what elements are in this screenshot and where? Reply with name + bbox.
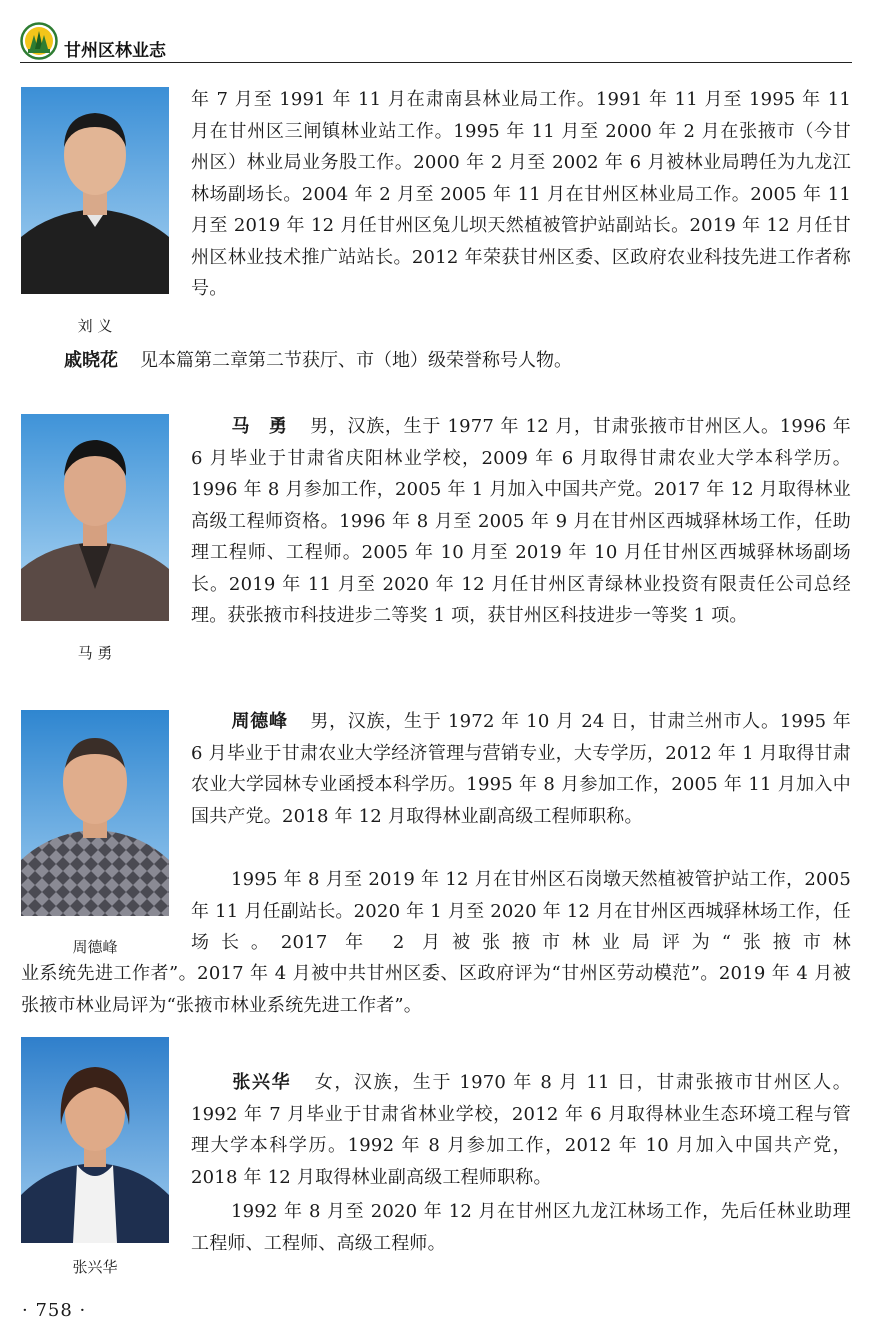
biography-entry-zhoudefeng (191, 706, 851, 832)
biography-entry-mayong (191, 411, 851, 632)
person-name-zhangxinghua: 张兴华 (231, 1072, 292, 1093)
biography-text-qixiaohua: 见本篇第二章第二节获厅、市（地）级荣誉称号人物。 (140, 350, 572, 371)
header-divider (20, 62, 852, 63)
person-name-zhoudefeng: 周德峰 (231, 711, 288, 732)
photo-caption-zhangxinghua: 张兴华 (72, 1258, 118, 1276)
biography-text-zhangxinghua-1: 女，汉族，生于 1970 年 8 月 11 日，甘肃张掖市甘州区人。1992 年 7 月毕业于甘肃省林业学校，2012 年 6 月取得林业生态环境工程与管理大学本科学历。1992 年 8 月参加工作，2012 年 10 月加入中国共产党，2018 年 12 月取得林业副高级工程师职称。 (191, 1072, 851, 1188)
biography-text-zhoudefeng-2a: 1995 年 8 月至 2019 年 12 月在甘州区石岗墩天然植被管护站工作，2005 年 11 月任副站长。2020 年 1 月至 2020 年 12 月在甘州区西城驿林场工作，任场长。2017 年 2 月被张掖市林业局评为“张掖市林 (191, 869, 851, 953)
page-number: · 758 · (22, 1300, 87, 1321)
portrait-photo-mayong (21, 414, 169, 621)
biography-text-zhoudefeng-1: 男，汉族，生于 1972 年 10 月 24 日，甘肃兰州市人。1995 年 6 月毕业于甘肃农业大学经济管理与营销专业，大专学历，2012 年 1 月取得甘肃农业大学园林专业函授本科学历。1995 年 8 月参加工作，2005 年 11 月加入中国共产党。2018 年 12 月取得林业副高级工程师职称。 (191, 711, 851, 827)
biography-text-mayong: 男，汉族，生于 1977 年 12 月，甘肃张掖市甘州区人。1996 年 6 月毕业于甘肃省庆阳林业学校，2009 年 6 月取得甘肃农业大学本科学历。1996 年 8 月参加工作，2005 年 1 月加入中国共产党。2017 年 12 月取得林业高级工程师资格。1996 年 8 月至 2005 年 9 月在甘州区西城驿林场工作，任助理工程师、工程师。2005 年 10 月至 2019 年 10 月任甘州区西城驿林场副场长。2019 年 11 月至 2020 年 12 月任甘州区青绿林业投资有限责任公司总经理。获张掖市科技进步二等奖 1 项，获甘州区科技进步一等奖 1 项。 (191, 416, 851, 626)
biography-text-liuyi: 年 7 月至 1991 年 11 月在肃南县林业局工作。1991 年 11 月至 1995 年 11 月在甘州区三闸镇林业站工作。1995 年 11 月至 2000 年 2 月在张掖市（今甘州区）林业局业务股工作。2000 年 2 月至 2002 年 6 月被林业局聘任为九龙江林场副场长。2004 年 2 月至 2005 年 11 月在甘州区林业局工作。2005 年 11 月至 2019 年 12 月任甘州区兔儿坝天然植被管护站副站长。2019 年 12 月任甘州区林业技术推广站站长。2012 年荣获甘州区委、区政府农业科技先进工作者称号。 (191, 89, 851, 299)
header-title: 甘州区林业志 (64, 41, 166, 61)
photo-caption-zhoudefeng: 周德峰 (72, 938, 118, 956)
portrait-photo-zhoudefeng (21, 710, 169, 916)
biography-text-zhoudefeng-2b: 业系统先进工作者”。2017 年 4 月被中共甘州区委、区政府评为“甘州区劳动模范”。2019 年 4 月被张掖市林业局评为“张掖市林业系统先进工作者”。 (21, 963, 851, 1016)
portrait-photo-liuyi (21, 87, 169, 294)
portrait-photo-zhangxinghua (21, 1037, 169, 1243)
biography-entry-qixiaohua (64, 345, 854, 377)
person-name-mayong: 马 勇 (231, 416, 288, 437)
biography-entry-zhangxinghua (191, 1067, 851, 1193)
forestry-logo-icon (20, 22, 58, 60)
page-header (20, 22, 852, 64)
biography-text-zhangxinghua-2: 1992 年 8 月至 2020 年 12 月在甘州区九龙江林场工作，先后任林业助理工程师、工程师、高级工程师。 (191, 1201, 851, 1254)
photo-caption-liuyi: 刘 义 (77, 317, 113, 335)
person-name-qixiaohua: 戚晓花 (64, 350, 118, 371)
photo-caption-mayong: 马 勇 (77, 644, 113, 662)
